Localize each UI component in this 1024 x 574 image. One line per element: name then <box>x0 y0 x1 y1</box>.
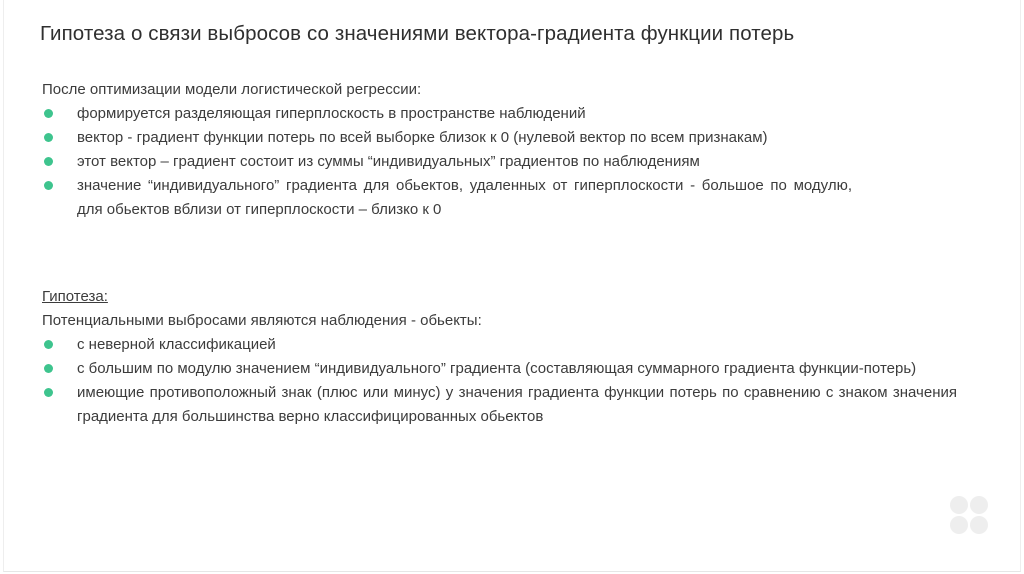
bullet-dot-icon <box>44 388 53 397</box>
slide <box>3 0 1021 572</box>
list-item-text: с большим по модулю значением “индивидуального” градиента (составляющая суммарного градиента функции-потерь) <box>77 360 917 377</box>
list-item <box>42 333 957 357</box>
bullet-dot-icon <box>44 109 53 118</box>
bullet-dot-icon <box>44 340 53 349</box>
bullet-dot-icon <box>44 181 53 190</box>
section-intro: Потенциальными выбросами являются наблюдения - обьекты: <box>42 312 482 329</box>
bullet-list <box>42 102 852 222</box>
bullet-dot-icon <box>44 157 53 166</box>
bullet-dot-icon <box>44 133 53 142</box>
list-item <box>42 381 957 429</box>
slide-title: Гипотеза о связи выбросов со значениями вектора-градиента функции потерь <box>40 22 795 45</box>
list-item-text: этот вектор – градиент состоит из суммы “индивидуальных” градиентов по наблюдениям <box>77 153 700 170</box>
list-item <box>42 126 852 150</box>
list-item <box>42 150 852 174</box>
hypothesis-heading: Гипотеза: <box>42 288 108 305</box>
list-item <box>42 357 957 381</box>
list-item-text: формируется разделяющая гиперплоскость в пространстве наблюдений <box>77 105 586 122</box>
bullet-dot-icon <box>44 364 53 373</box>
list-item-text: имеющие противоположный знак (плюс или минус) у значения градиента функции потерь по сравнению с знаком значения градиента для большинства верно классифицированных обьектов <box>77 384 957 425</box>
list-item <box>42 174 852 222</box>
four-petal-logo-icon <box>948 494 990 536</box>
list-item <box>42 102 852 126</box>
section-intro: После оптимизации модели логистической регрессии: <box>42 81 422 98</box>
section-hypothesis <box>42 285 957 429</box>
list-item-text: значение “индивидуального” градиента для обьектов, удаленных от гиперплоскости - большое по модулю, для обьектов вблизи от гиперплоскости – близко к 0 <box>77 177 852 218</box>
section-optimization <box>42 78 852 222</box>
list-item-text: с неверной классификацией <box>77 336 276 353</box>
list-item-text: вектор - градиент функции потерь по всей выборке близок к 0 (нулевой вектор по всем признакам) <box>77 129 768 146</box>
bullet-list <box>42 333 957 429</box>
